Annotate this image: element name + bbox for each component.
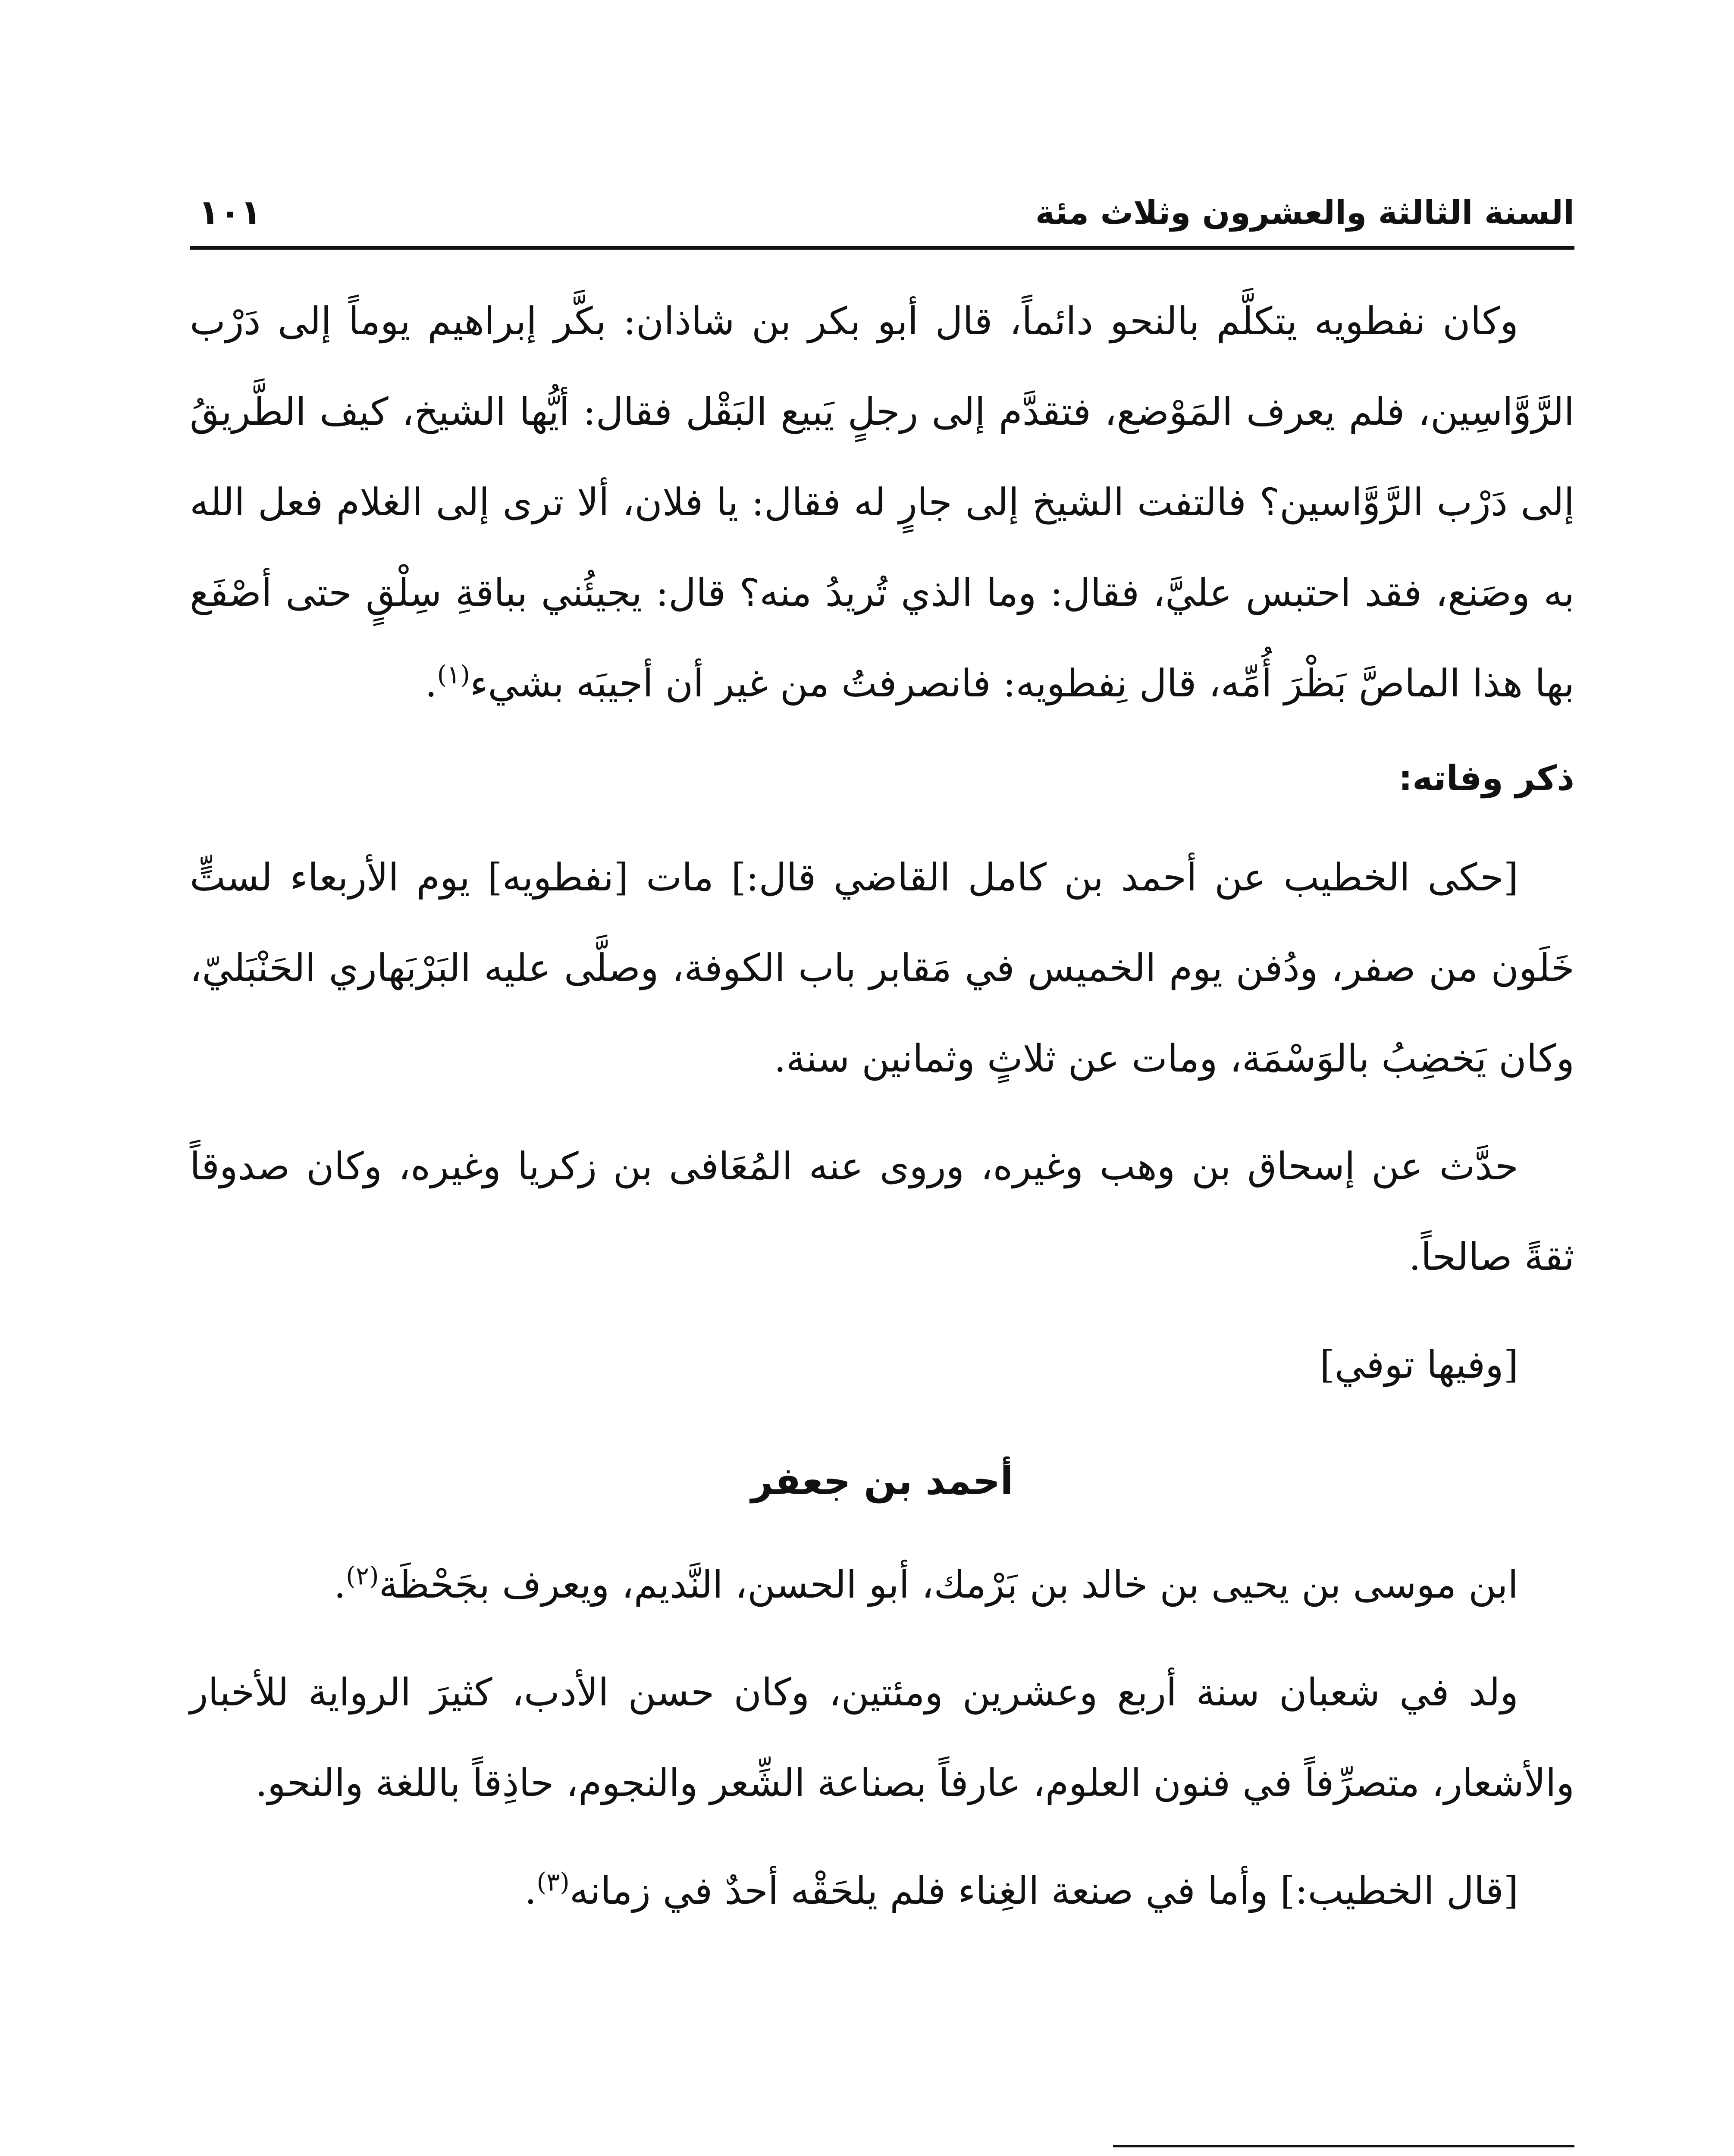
header-title: السنة الثالثة والعشرون وثلاث مئة bbox=[1035, 193, 1574, 232]
death-section-heading: ذكر وفاته: bbox=[1398, 758, 1574, 798]
paragraph-end: . bbox=[425, 661, 437, 705]
bracket-note: [وفيها توفي] bbox=[1320, 1342, 1518, 1387]
footnote-ref-2: (٢) bbox=[346, 1561, 379, 1591]
paragraph-khatib-quote bbox=[190, 1846, 1574, 1936]
paragraph-death: [حكى الخطيب عن أحمد بن كامل القاضي قال:] مات [نفطويه] يوم الأربعاء لستٍّ خَلَون من صفر، ودُفن يوم الخميس في مَقابر باب الكوفة، وصلَّى عليه البَرْبَهاري الحَنْبَليّ، وكان يَخضِبُ بالوَسْمَة، ومات عن ثلاثٍ وثمانين سنة. bbox=[190, 855, 1574, 1081]
paragraph-text: وكان نفطويه يتكلَّم بالنحو دائماً، قال أبو بكر بن شاذان: بكَّر إبراهيم يوماً إلى دَرْب الرَّوَّاسِين، فلم يعرف المَوْضع، فتقدَّم إلى رجلٍ يَبيع البَقْل فقال: أيُّها الشيخ، كيف الطَّريقُ إلى دَرْب الرَّوَّاسين؟ فالتفت الشيخ إلى جارٍ له فقال: يا فلان، ألا ترى إلى الغلام فعل الله به وصَنع، فقد احتبس عليَّ، فقال: وما الذي تُريدُ منه؟ قال: يجيئُني بباقةِ سِلْقٍ حتى أصْفَع بها هذا الماصَّ بَظْرَ أُمِّه، قال نِفطويه: فانصرفتُ من غير أن أجيبَه بشيء bbox=[190, 299, 1574, 705]
paragraph-text: [قال الخطيب:] وأما في صنعة الغِناء فلم يلحَقْه أحدٌ في زمانه bbox=[569, 1868, 1518, 1913]
footnote-divider bbox=[1113, 2145, 1574, 2147]
page-number: ١٠١ bbox=[198, 192, 262, 232]
paragraph-text: ابن موسى بن يحيى بن خالد بن بَرْمك، أبو الحسن، النَّديم، ويعرف بجَحْظَة bbox=[379, 1562, 1518, 1607]
paragraph-nafturyah-anecdote bbox=[190, 276, 1574, 729]
footnote-ref-1: (١) bbox=[437, 660, 470, 689]
paragraph-end: . bbox=[524, 1868, 537, 1913]
paragraph-end: . bbox=[334, 1562, 346, 1607]
paragraph-lineage bbox=[190, 1539, 1574, 1630]
main-text bbox=[190, 276, 1574, 1953]
paragraph-narration: حدَّث عن إسحاق بن وهب وغيره، وروى عنه المُعَافى بن زكريا وغيره، وكان صدوقاً ثقةً صالحاً. bbox=[190, 1144, 1574, 1279]
paragraph-birth: ولد في شعبان سنة أربع وعشرين ومئتين، وكان حسن الأدب، كثيرَ الرواية للأخبار والأشعار، متصرِّفاً في فنون العلوم، عارفاً بصناعة الشِّعر والنجوم، حاذِقاً باللغة والنحو. bbox=[190, 1670, 1574, 1805]
entry-heading: أحمد بن جعفر bbox=[751, 1459, 1013, 1503]
running-header bbox=[190, 181, 1574, 250]
footnote-ref-3: (٣) bbox=[536, 1867, 570, 1897]
